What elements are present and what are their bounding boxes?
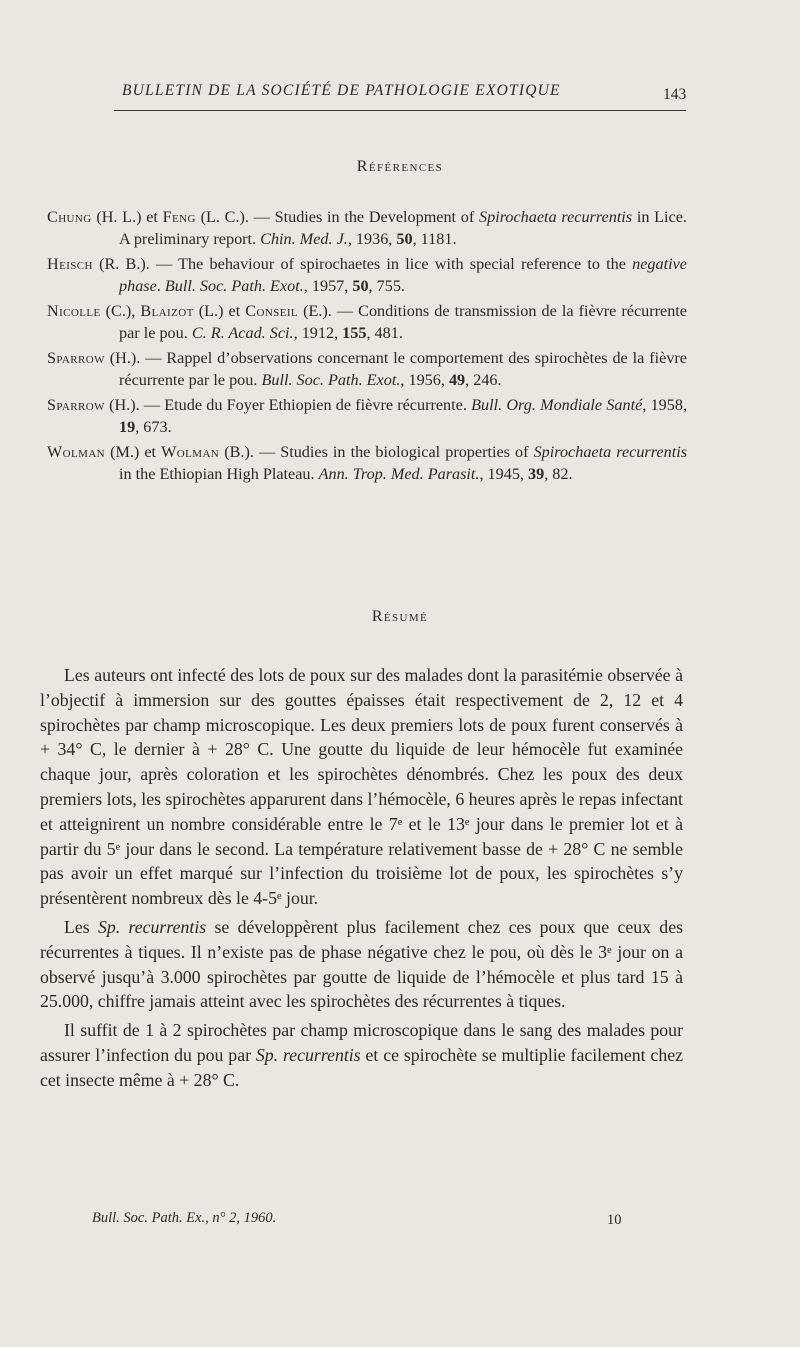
ref-journal: Bull. Soc. Path. Exot. [261,370,401,389]
ref-year: , 1945, [479,464,529,483]
ref-volume: 50 [352,276,369,295]
ref-pages: , 673. [135,417,172,436]
ref-text: . [156,276,165,295]
ref-year: , 1936, [347,229,397,248]
ref-text: in the Ethiopian High Plateau. [119,464,319,483]
resume-heading: Résumé [371,608,429,625]
ref-author: Wolman [161,443,220,461]
ref-text: (L. C.). — Studies in the Development of [195,208,480,226]
ref-volume: 49 [448,370,466,389]
ref-author: Blaizot [140,302,194,320]
resume-paragraph-2 [40,915,683,1014]
ref-text: (M.) et [105,443,162,461]
ref-journal: Bull. Soc. Path. Exot. [164,276,304,295]
ref-text: (R. B.). — The behaviour of spirochaetes in lice with special reference to the [92,255,633,273]
references-heading: Références [356,158,444,175]
ref-author: Conseil [245,302,299,320]
ref-italic-title: Spirochaeta recurrentis [479,208,633,226]
reference-item [47,254,687,297]
reference-item [47,395,687,438]
ref-author: Heisch [47,255,93,273]
resume-paragraph-1: Les auteurs ont infecté des lots de poux sur des malades dont la parasitémie observée à l’objectif à immersion sur des gouttes épaisses était respectivement de 2, 12 et 4 spirochètes par champ microscopique. Les deux premiers lots de poux furent conservés à + 34° C, le dernier à + 28° C. Une goutte du liquide de leur hémocèle fut examinée chaque jour, après coloration et les spirochètes dénombrés. Chez les poux des deux premiers lots, les spirochètes apparurent dans l’hémocèle, 6 heures après le repas infectant et atteignirent un nombre considérable entre le 7ᵉ et le 13ᵉ jour dans le premier lot et à partir du 5ᵉ jour dans le second. La température relativement basse de + 28° C ne semble pas avoir un effet marqué sur l’infection du troisième lot de poux, les spirochètes s’y présentèrent nombreux dès le 4-5ᵉ jour. [40,665,683,909]
ref-italic-title: Spirochaeta recurrentis [533,443,688,461]
ref-journal: Chin. Med. J. [260,229,348,248]
ref-text: (B.). — Studies in the biological properties of [219,443,534,461]
reference-item [47,207,687,250]
footer-signature-number: 10 [607,1212,622,1228]
reference-item [47,301,687,344]
ref-text: (E.). — Conditions de transmission de la fièvre récurrente par le pou. [119,302,687,342]
ref-volume: 155 [342,323,367,342]
ref-volume: 19 [119,417,136,436]
running-header [40,82,690,114]
ref-year: , 1958, [642,396,687,414]
ref-journal: C. R. Acad. Sci. [191,323,294,342]
ref-text: (L.) et [193,302,246,320]
para-text: Les [64,916,98,937]
ref-pages: , 1181. [412,229,457,248]
ref-volume: 39 [528,464,545,483]
ref-author: Wolman [47,443,106,461]
ref-pages: , 246. [465,370,502,389]
para-text: se développèrent plus facilement chez ces poux que ceux des récurrentes à tiques. Il n’existe pas de phase négative chez le pou, où dès le 3ᵉ jour on a observé jusqu’à 3.000 spirochètes par goutte de liquide de l’hémocèle et plus tard 15 à 25.000, chiffre jamais atteint avec les spirochètes des récurrentes à tiques. [40,916,684,1012]
ref-italic-title: negative phase [119,255,687,295]
ref-journal: Bull. Org. Mondiale Santé [471,396,643,414]
ref-text: (H. L.) et [91,208,163,226]
ref-pages: , 481. [366,323,403,342]
ref-author: Chung [47,208,92,226]
resume-paragraph-3 [40,1018,683,1092]
ref-journal: Ann. Trop. Med. Parasit. [318,464,480,483]
reference-item [47,348,687,391]
ref-text: (H.). — Etude du Foyer Ethiopien de fièvre récurrente. [104,396,472,414]
para-italic: Sp. recurrentis [97,916,207,937]
footer-citation: Bull. Soc. Path. Ex., n° 2, 1960. [92,1210,277,1226]
ref-author: Nicolle [47,302,101,320]
ref-text: (C.), [100,302,141,320]
ref-text: in Lice. A preliminary report. [119,208,687,248]
para-text: et ce spirochète se multiplie facilement chez cet insecte même à + 28° C. [40,1044,683,1090]
ref-text: (H.). — Rappel d’observations concernant le comportement des spirochètes de la fièvre récurrente par le pou. [104,349,687,389]
ref-year: , 1957, [303,276,353,295]
para-italic: Sp. recurrentis [255,1044,361,1065]
ref-author: Sparrow [47,349,105,367]
resume-body [40,663,683,1097]
ref-pages: , 82. [544,464,573,483]
references-list [47,207,687,489]
ref-year: , 1912, [293,323,343,342]
journal-title: BULLETIN DE LA SOCIÉTÉ DE PATHOLOGIE EXOTIQUE [122,82,561,99]
reference-item [47,442,687,485]
ref-volume: 50 [396,229,413,248]
page-number: 143 [663,86,687,103]
ref-year: , 1956, [400,370,449,389]
ref-author: Sparrow [47,396,105,414]
ref-author: Feng [162,208,196,226]
header-rule [114,110,686,111]
page-footer [0,1210,800,1234]
para-text: Il suffit de 1 à 2 spirochètes par champ microscopique dans le sang des malades pour assurer l’infection du pou par [40,1020,683,1065]
ref-pages: , 755. [368,276,405,295]
